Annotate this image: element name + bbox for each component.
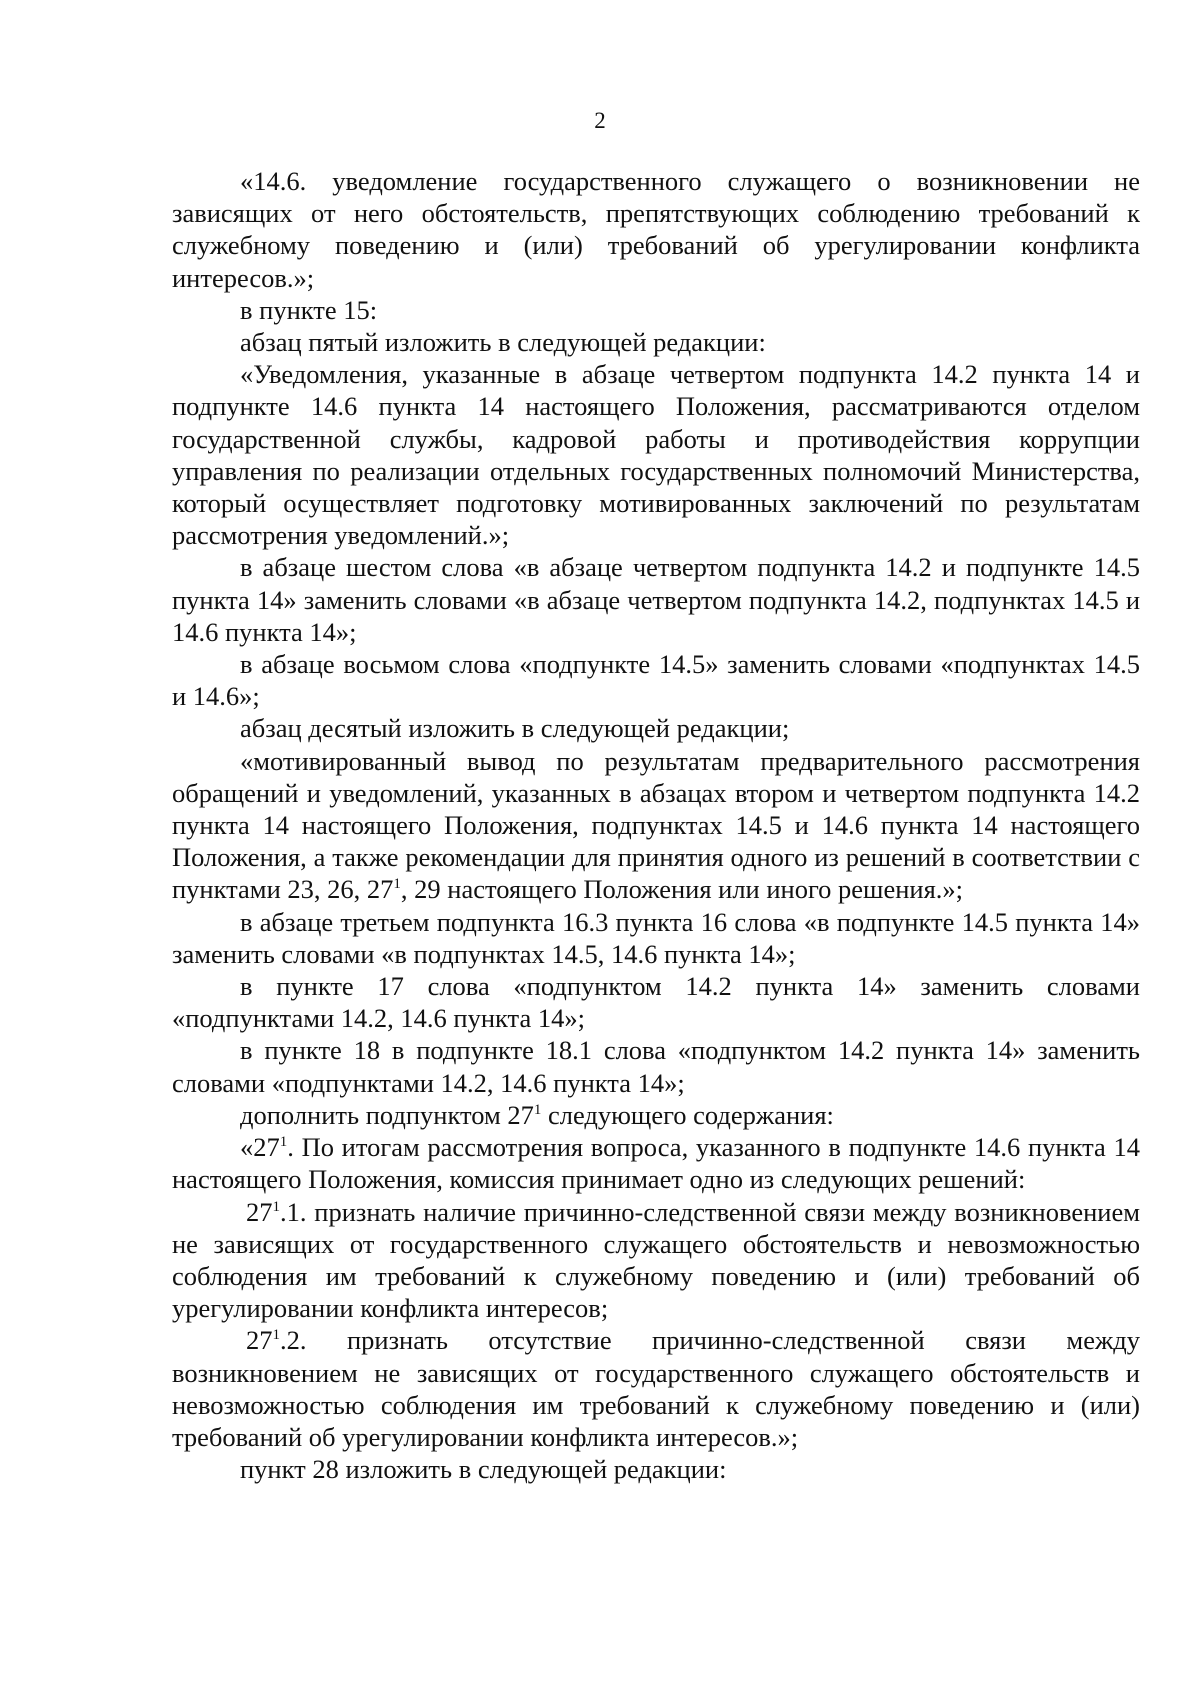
paragraph-27-1-2: [172, 1324, 1140, 1453]
superscript: 1: [279, 1134, 288, 1151]
superscript: 1: [272, 1327, 280, 1344]
paragraph-eighth-abzac: в абзаце восьмом слова «подпункте 14.5» заменить словами «подпунктах 14.5 и 14.6»;: [172, 649, 1140, 712]
text-fragment: «27: [240, 1132, 280, 1163]
document-body: [172, 165, 1140, 1485]
text-fragment: . По итогам рассмотрения вопроса, указанного в подпункте 14.6 пункта 14 настоящего Положения, комиссия принимает одно из следующих решений:: [172, 1132, 1140, 1195]
paragraph-subitem-16-3: в абзаце третьем подпункта 16.3 пункта 16 слова «в подпункте 14.5 пункта 14» заменить словами «в подпунктах 14.5, 14.6 пункта 14»;: [172, 906, 1140, 969]
paragraph-add-subitem-27-1: [172, 1099, 1140, 1131]
paragraph-point-17: в пункте 17 слова «подпунктом 14.2 пункта 14» заменить словами «подпунктами 14.2, 14.6 пункта 14»;: [172, 971, 1140, 1034]
page-number: 2: [594, 108, 606, 133]
text-fragment: .1. признать наличие причинно-следственной связи между возникновением не зависящих от государственного служащего обстоятельств и невозможностью соблюдения им требований к служебному поведению и (или) требований об урегулировании конфликта интересов;: [172, 1196, 1140, 1324]
text-fragment: , 29 настоящего Положения или иного решения.»;: [400, 874, 964, 905]
paragraph-notifications: «Уведомления, указанные в абзаце четвертом подпункта 14.2 пункта 14 и подпункте 14.6 пункта 14 настоящего Положения, рассматриваются отделом государственной службы, кадровой работы и противодействия коррупции управления по реализации отдельных государственных полномочий Министерства, который осуществляет подготовку мотивированных заключений по результатам рассмотрения уведомлений.»;: [172, 359, 1140, 551]
paragraph-point-15: в пункте 15:: [240, 294, 378, 325]
superscript: 1: [393, 876, 401, 893]
text-fragment: .2. признать отсутствие причинно-следственной связи между возникновением не зависящих от государственного служащего обстоятельств и невозможностью соблюдения им требований к служебному поведению и (или) требований об урегулировании конфликта интересов.»;: [172, 1325, 1140, 1452]
paragraph-sixth-abzac: в абзаце шестом слова «в абзаце четвертом подпункта 14.2 и подпункте 14.5 пункта 14» заменить словами «в абзаце четвертом подпункта 14.2, подпунктах 14.5 и 14.6 пункта 14»;: [172, 552, 1140, 647]
text-fragment: следующего содержания:: [541, 1099, 834, 1130]
superscript: 1: [272, 1198, 280, 1215]
paragraph-motivated-conclusion: [172, 745, 1140, 906]
text-fragment: дополнить подпунктом 27: [240, 1099, 534, 1130]
paragraph-fifth-abzac-intro: абзац пятый изложить в следующей редакции:: [240, 327, 766, 358]
text-fragment: «мотивированный вывод по результатам предварительного рассмотрения обращений и уведомлений, указанных в абзацах втором и четвертом подпункта 14.2 пункта 14 настоящего Положения, подпунктах 14.5 и 14.6 пункта 14 настоящего Положения, а также рекомендации для принятия одного из решений в соответствии с пунктами 23, 26, 27: [172, 745, 1140, 905]
paragraph-tenth-abzac-intro: абзац десятый изложить в следующей редакции;: [240, 713, 790, 744]
paragraph-subitem-14-6: «14.6. уведомление государственного служащего о возникновении не зависящих от него обстоятельств, препятствующих соблюдению требований к служебному поведению и (или) требований об урегулировании конфликта интересов.»;: [172, 166, 1140, 293]
paragraph-27-1-text: [172, 1131, 1140, 1195]
paragraph-27-1-1: [172, 1196, 1140, 1325]
superscript: 1: [533, 1102, 542, 1119]
text-fragment: 27: [246, 1325, 273, 1356]
paragraph-point-18: в пункте 18 в подпункте 18.1 слова «подпунктом 14.2 пункта 14» заменить словами «подпунктами 14.2, 14.6 пункта 14»;: [172, 1035, 1140, 1098]
text-fragment: 27: [246, 1196, 273, 1227]
paragraph-point-28: пункт 28 изложить в следующей редакции:: [240, 1454, 727, 1485]
